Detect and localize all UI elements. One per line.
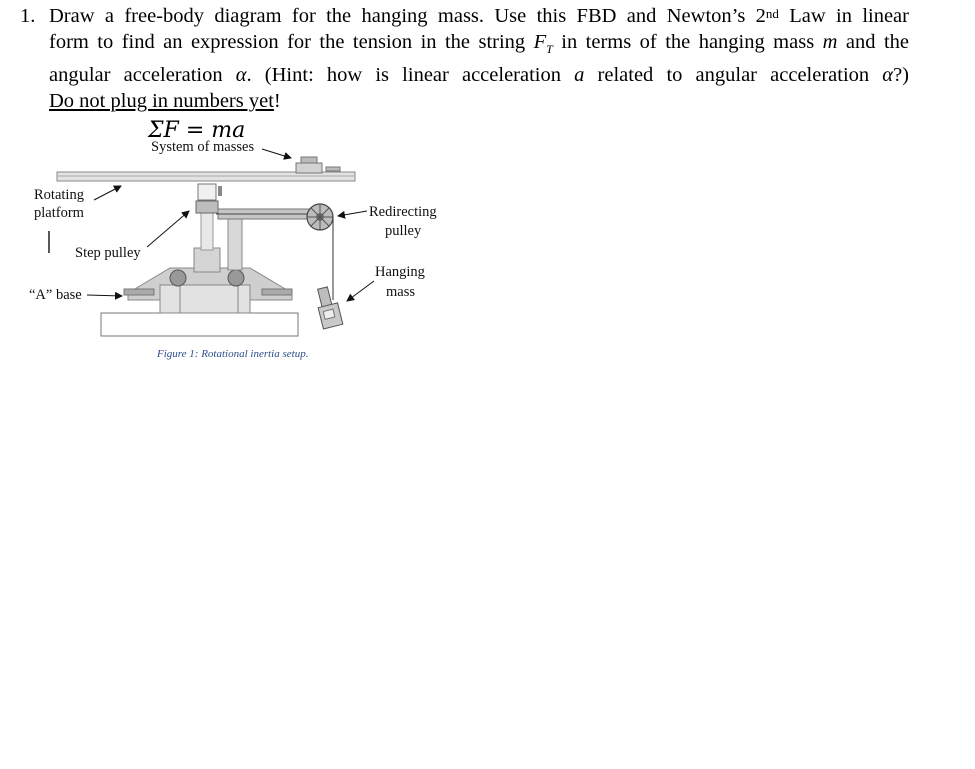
central-column (194, 248, 220, 272)
figure-caption: Figure 1: Rotational inertia setup. (157, 348, 309, 360)
label-redirecting-pulley-line1: Redirecting (369, 204, 437, 220)
rotating-platform-arrow (94, 186, 121, 200)
a-base-block (101, 313, 298, 336)
question-line-4: Do not plug in numbers yet! (49, 90, 281, 113)
label-redirecting-pulley-line2: pulley (385, 223, 422, 239)
label-system-of-masses: System of masses (151, 139, 255, 155)
label-rotating-platform-line2: platform (34, 205, 84, 221)
leveling-wheel-right (228, 270, 244, 286)
label-a-base: “A” base (29, 287, 82, 303)
no-numbers-warning: Do not plug in numbers yet (49, 90, 274, 113)
a-base-arrow (87, 295, 122, 296)
label-hanging-mass-line1: Hanging (375, 264, 425, 280)
question-number: 1. (20, 5, 36, 27)
question-line-2: form to find an expression for the tension in the string $F_T$ in terms of the hanging mass m and the (49, 31, 909, 57)
step-pulley (196, 201, 218, 213)
hanging-mass-arrow (347, 281, 374, 301)
system-of-masses-arrow (262, 149, 291, 158)
label-rotating-platform-line1: Rotating (34, 187, 84, 203)
label-hanging-mass-line2: mass (386, 284, 415, 300)
newton-second-law-equation: ΣF = ma (148, 118, 246, 143)
label-step-pulley: Step pulley (75, 245, 141, 261)
hanging-mass (314, 285, 343, 329)
system-of-masses (296, 163, 322, 173)
leveling-wheel-left (170, 270, 186, 286)
question-line-1: Draw a free-body diagram for the hanging mass. Use this FBD and Newton’s 2nd Law in linear (49, 5, 909, 27)
redirecting-pulley-arrow (338, 211, 367, 216)
pulley-post (228, 212, 242, 270)
question-line-3: angular acceleration α. (Hint: how is linear acceleration a related to angular acceleration α?) (49, 64, 909, 87)
step-pulley-arrow (147, 211, 189, 247)
